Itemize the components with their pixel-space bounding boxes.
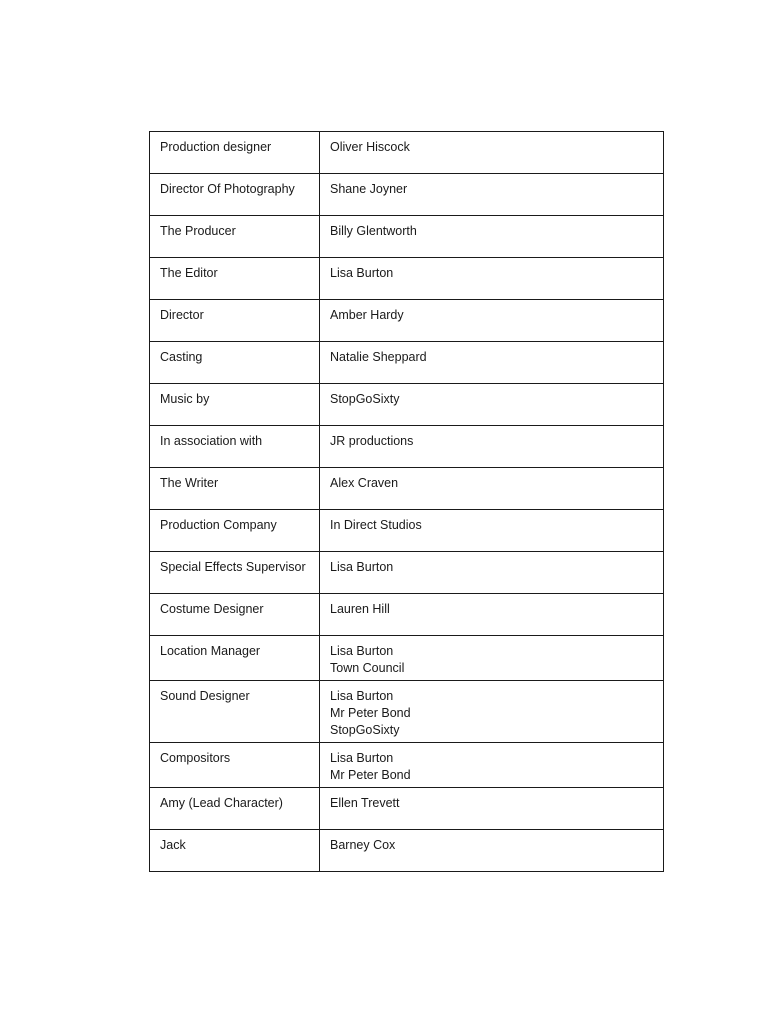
name-line: Oliver Hiscock <box>330 140 410 154</box>
name-cell <box>320 174 664 216</box>
name-cell <box>320 426 664 468</box>
role-cell: Costume Designer <box>150 594 320 636</box>
table-row <box>150 426 664 468</box>
name-line: Amber Hardy <box>330 308 404 322</box>
name-cell <box>320 468 664 510</box>
role-cell: The Editor <box>150 258 320 300</box>
name-line: StopGoSixty <box>330 392 400 406</box>
table-row <box>150 468 664 510</box>
name-line: StopGoSixty <box>330 723 400 737</box>
name-cell <box>320 681 664 743</box>
role-cell: Production designer <box>150 132 320 174</box>
name-line: Lisa Burton <box>330 751 394 765</box>
name-line: Barney Cox <box>330 838 396 852</box>
table-row <box>150 132 664 174</box>
table-row <box>150 830 664 872</box>
name-cell <box>320 830 664 872</box>
name-line: Alex Craven <box>330 476 399 490</box>
table-row <box>150 636 664 681</box>
name-cell <box>320 510 664 552</box>
name-line: Billy Glentworth <box>330 224 417 238</box>
name-line: JR productions <box>330 434 414 448</box>
credits-table <box>149 131 664 872</box>
name-line: Shane Joyner <box>330 182 408 196</box>
name-line: Ellen Trevett <box>330 796 400 810</box>
name-line: Natalie Sheppard <box>330 350 427 364</box>
name-line: Mr Peter Bond <box>330 768 411 782</box>
table-row <box>150 681 664 743</box>
name-cell <box>320 788 664 830</box>
name-cell <box>320 594 664 636</box>
name-cell <box>320 342 664 384</box>
role-cell: Music by <box>150 384 320 426</box>
table-row <box>150 342 664 384</box>
table-row <box>150 552 664 594</box>
name-cell <box>320 552 664 594</box>
role-cell: Amy (Lead Character) <box>150 788 320 830</box>
table-row <box>150 384 664 426</box>
role-cell: In association with <box>150 426 320 468</box>
table-row <box>150 788 664 830</box>
role-cell: Jack <box>150 830 320 872</box>
role-cell: Location Manager <box>150 636 320 681</box>
table-row <box>150 594 664 636</box>
table-row <box>150 258 664 300</box>
name-line: Lisa Burton <box>330 266 394 280</box>
name-cell <box>320 384 664 426</box>
role-cell: Special Effects Supervisor <box>150 552 320 594</box>
table-row <box>150 743 664 788</box>
name-line: Town Council <box>330 661 405 675</box>
name-cell <box>320 743 664 788</box>
role-cell: Casting <box>150 342 320 384</box>
name-line: In Direct Studios <box>330 518 422 532</box>
role-cell: Production Company <box>150 510 320 552</box>
name-line: Lisa Burton <box>330 644 394 658</box>
role-cell: Director <box>150 300 320 342</box>
table-row <box>150 216 664 258</box>
role-cell: The Writer <box>150 468 320 510</box>
name-line: Lisa Burton <box>330 560 394 574</box>
role-cell: The Producer <box>150 216 320 258</box>
name-cell <box>320 132 664 174</box>
table-row <box>150 174 664 216</box>
name-cell <box>320 300 664 342</box>
name-cell <box>320 216 664 258</box>
role-cell: Sound Designer <box>150 681 320 743</box>
name-line: Lauren Hill <box>330 602 390 616</box>
name-line: Mr Peter Bond <box>330 706 411 720</box>
role-cell: Director Of Photography <box>150 174 320 216</box>
table-row <box>150 300 664 342</box>
role-cell: Compositors <box>150 743 320 788</box>
name-line: Lisa Burton <box>330 689 394 703</box>
table-row <box>150 510 664 552</box>
name-cell <box>320 258 664 300</box>
name-cell <box>320 636 664 681</box>
